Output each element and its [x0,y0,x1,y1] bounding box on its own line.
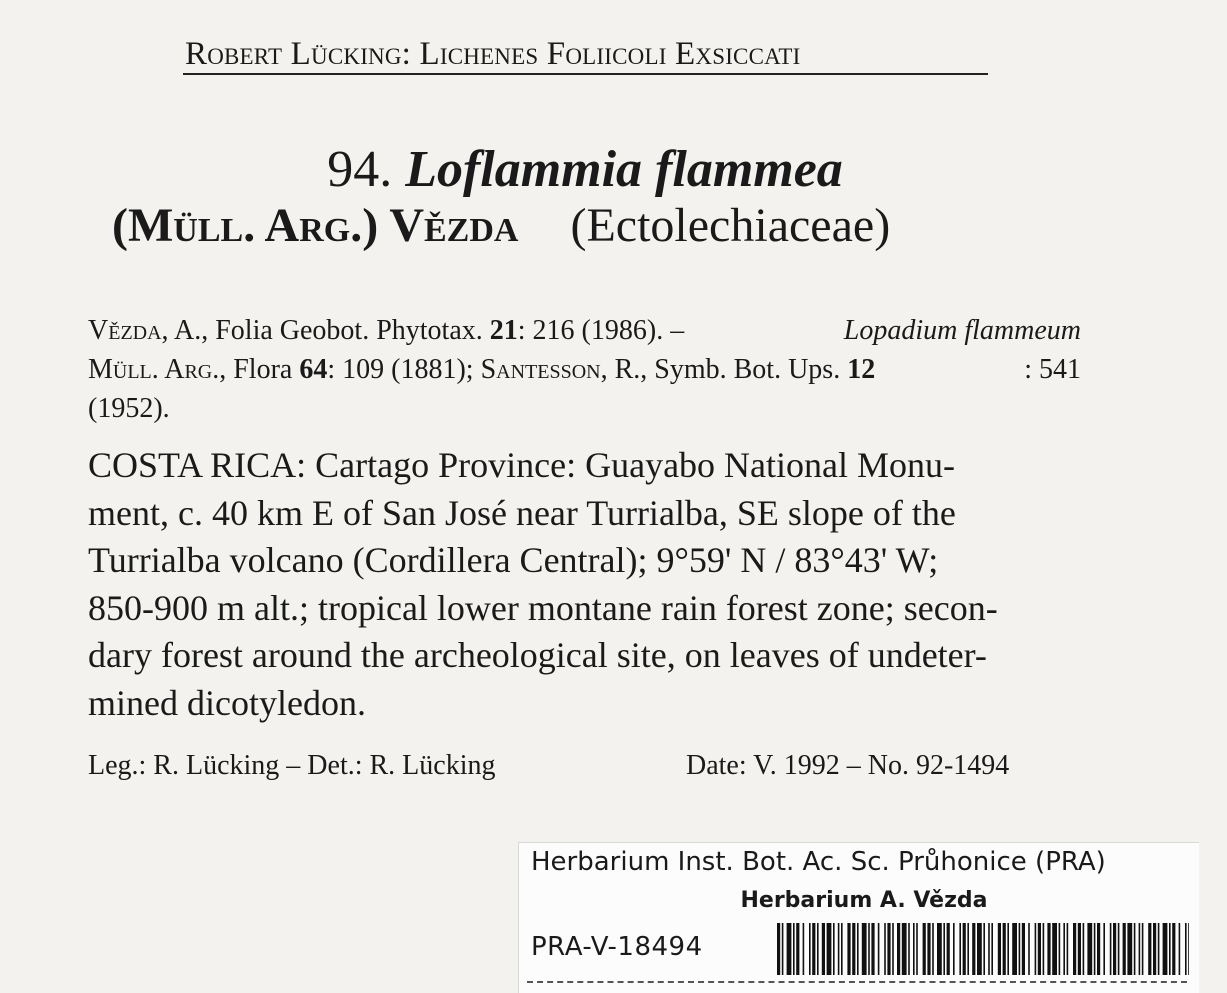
reference-text: , R., Symb. Bot. Ups. [600,354,848,385]
barcode-bar [1118,923,1120,975]
barcode-bar [943,923,945,975]
literature-references [88,311,1081,428]
locality-line: Turrialba volcano (Cordillera Central); 9°59' N / 83°43' W; [88,540,939,580]
barcode-bar [1110,923,1112,975]
barcode-bar [1083,923,1085,975]
volume-number: 64 [299,354,328,385]
barcode-bar [1043,923,1045,975]
locality-line: COSTA RICA: Cartago Province: Guayabo National Monu- [88,445,956,485]
barcode-icon [777,923,1189,975]
barcode-bar [1035,923,1037,975]
barcode-bar [841,923,843,975]
barcode-bar [1179,923,1181,975]
barcode-bar [1103,923,1105,975]
reference-segment [88,311,684,350]
reference-text: : 541 [1024,354,1081,385]
barcode-bar [809,923,811,975]
locality-line: mined dicotyledon. [88,682,366,723]
barcode-bar [902,923,907,975]
reference-line [88,350,1081,389]
barcode-bar [871,923,874,975]
barcode-bar [857,923,859,975]
header-underline [183,73,988,75]
barcode-bar [1038,923,1041,975]
barcode-bar [1158,923,1160,975]
barcode-bar [1097,923,1100,975]
institution-name: Herbarium Inst. Bot. Ac. Sc. Průhonice (PRA) [531,847,1106,877]
barcode-bar [892,923,894,975]
locality-line: 850-900 m alt.; tropical lower montane rain forest zone; secon- [88,587,998,628]
barcode-bar [1139,923,1141,975]
barcode-id: PRA-V-18494 [531,932,703,962]
barcode-bar [927,923,930,975]
barcode-bar [1188,923,1189,975]
species-title [0,140,1170,199]
reference-text: , Flora [219,354,300,385]
barcode-bar [1185,923,1187,975]
barcode-bar [937,923,942,975]
barcode-bar [777,923,780,975]
barcode-bar [852,923,855,975]
barcode-bar [833,923,835,975]
barcode-bar [967,923,969,975]
barcode-bar [1067,923,1069,975]
species-authority-line [112,198,890,253]
barcode-bar [862,923,867,975]
barcode-bar [812,923,815,975]
barcode-bar [959,923,961,975]
exsiccata-series-header: Robert Lücking: Lichenes Foliicoli Exsiccati [185,36,801,72]
barcode-bar [827,923,832,975]
herbarium-barcode-label [518,842,1199,993]
barcode-bar [796,923,799,975]
barcode-bar [1022,923,1025,975]
species-name: Loflammia flammea [405,141,843,198]
barcode-bar [1028,923,1030,975]
locality-line: dary forest around the archeological site, on leaves of undeter- [88,635,987,675]
barcode-bar [1094,923,1096,975]
reference-segment [88,350,875,389]
volume-number: 12 [847,354,876,385]
barcode-bar [947,923,950,975]
barcode-bar [983,923,985,975]
barcode-bar [787,923,792,975]
barcode-bar [1123,923,1126,975]
barcode-bar [977,923,982,975]
volume-number: 21 [489,315,518,346]
barcode-bar [838,923,840,975]
locality-line: ment, c. 40 km E of San José near Turrialba, SE slope of the [88,492,956,533]
barcode-bar [988,923,990,975]
barcode-bar [963,923,966,975]
barcode-bar [916,923,918,975]
reference-text: : 109 (1881); [327,354,481,385]
reference-line [88,311,1081,350]
barcode-bar [1163,923,1168,975]
barcode-bar [1047,923,1050,975]
barcode-bar [1007,923,1009,975]
barcode-bar [897,923,900,975]
barcode-bar [868,923,870,975]
family-name: (Ectolechiaceae) [570,199,891,252]
barcode-bar [923,923,926,975]
barcode-bar [1012,923,1017,975]
dashed-divider [527,981,1187,983]
locality-description [88,442,1081,727]
barcode-bar [1172,923,1175,975]
barcode-bar [953,923,955,975]
barcode-bar [803,923,805,975]
barcode-bar [878,923,880,975]
barcode-bar [932,923,934,975]
barcode-bar [908,923,910,975]
barcode-bar [782,923,784,975]
author-name: Santesson [480,354,601,385]
barcode-bar [1134,923,1136,975]
reference-line: (1952). [88,393,170,424]
author-name: Müll. Arg. [88,354,220,385]
barcode-bar [1078,923,1081,975]
barcode-bar [998,923,1001,975]
reference-text: , A., Folia Geobot. Phytotax. [161,315,490,346]
barcode-bar [1059,923,1061,975]
exsiccata-number: 94. [327,141,393,198]
barcode-bar [1169,923,1171,975]
barcode-bar [1073,923,1076,975]
barcode-bar [847,923,850,975]
barcode-bar [1052,923,1057,975]
species-authority: (Müll. Arg.) Vězda [112,199,519,252]
barcode-bar [822,923,825,975]
barcode-bar [887,923,890,975]
barcode-bar [884,923,886,975]
barcode-bar [1019,923,1021,975]
barcode-bar [1142,923,1144,975]
barcode-bar [991,923,993,975]
author-name: Vězda [88,315,162,346]
barcode-bar [913,923,915,975]
barcode-bar [972,923,975,975]
barcode-bar [1148,923,1151,975]
herbarium-name: Herbarium A. Vězda [740,888,988,913]
collector-determiner: Leg.: R. Lücking – Det.: R. Lücking [88,750,496,781]
reference-text: : 216 (1986). – [517,315,685,346]
barcode-bar [1153,923,1156,975]
date-and-number: Date: V. 1992 – No. 92-1494 [686,750,1010,781]
basionym-name: Lopadium flammeum [843,315,1081,346]
barcode-bar [1113,923,1116,975]
barcode-bar [1127,923,1132,975]
barcode-bar [1003,923,1006,975]
barcode-bar [1063,923,1065,975]
barcode-bar [793,923,795,975]
barcode-bar [1087,923,1092,975]
barcode-bar [817,923,819,975]
